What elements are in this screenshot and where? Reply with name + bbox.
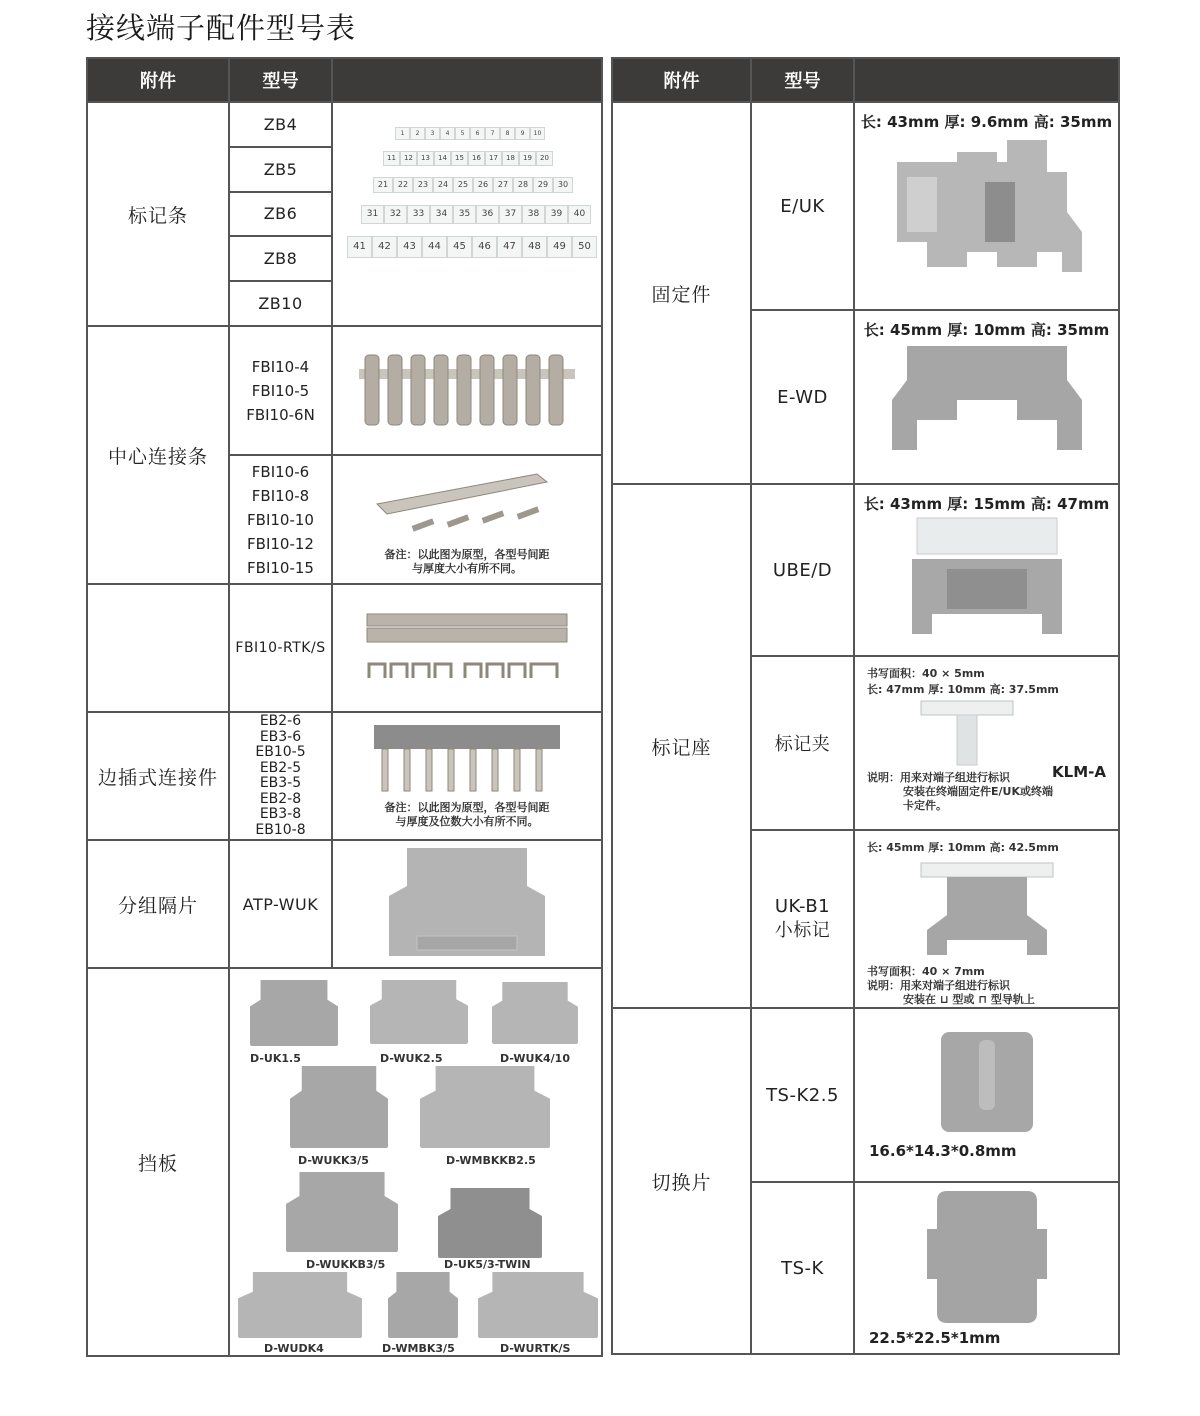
- model-group-fbi-a: [229, 326, 332, 455]
- category-switch-plate: 切换片: [612, 1008, 751, 1354]
- model-fbi10-6: FBI10-6: [251, 462, 310, 481]
- model-eb3-8: EB3-8: [259, 806, 302, 822]
- marker-tag: 28: [513, 177, 533, 193]
- marker-tag: 16: [468, 151, 485, 166]
- euk-dims: 长: 43mm 厚: 9.6mm 高: 35mm: [860, 113, 1113, 131]
- model-ube-d: UBE/D: [751, 484, 854, 656]
- marker-tag: 47: [497, 236, 522, 258]
- ukb1-dims: 长: 45mm 厚: 10mm 高: 42.5mm: [867, 841, 1059, 854]
- end-plate-caption: D-UK5/3-TWIN: [444, 1258, 531, 1271]
- category-marker-seat: 标记座: [612, 484, 751, 1008]
- euk-bracket-image: [887, 132, 1087, 282]
- marker-tag: 7: [485, 127, 500, 140]
- marker-tag: 11: [383, 151, 400, 166]
- marker-tag: 40: [568, 205, 591, 224]
- header-model: 型号: [229, 58, 332, 102]
- ukb1-holder-image: [917, 855, 1057, 959]
- marker-tag: 29: [533, 177, 553, 193]
- header-image-right: [854, 58, 1119, 102]
- tsk25-cell: [854, 1008, 1119, 1182]
- marker-tag: 6: [470, 127, 485, 140]
- right-spec-table: [611, 57, 1120, 1355]
- model-group-eb: [229, 712, 332, 840]
- end-plate-part: [420, 1066, 550, 1148]
- end-plate-part: [238, 1272, 362, 1338]
- model-atp-wuk: ATP-WUK: [229, 840, 332, 968]
- group-separator-image: [332, 840, 602, 968]
- marker-tag: 1: [395, 127, 410, 140]
- marker-tag: 18: [502, 151, 519, 166]
- klm-name: KLM-A: [1052, 763, 1106, 781]
- fbi-comb-image: [367, 464, 567, 544]
- marker-tag: 35: [453, 205, 476, 224]
- left-spec-table: [86, 57, 603, 1357]
- marker-tag: 38: [522, 205, 545, 224]
- marker-tag: 25: [453, 177, 473, 193]
- header-accessory-right: 附件: [612, 58, 751, 102]
- marker-tag: 12: [400, 151, 417, 166]
- marker-tag: 24: [433, 177, 453, 193]
- euk-cell: [854, 102, 1119, 310]
- ube-holder-image: [907, 514, 1067, 644]
- klm-area: 书写面积：40 × 5mm: [867, 667, 985, 680]
- tsk-plate-image: [925, 1189, 1049, 1325]
- category-center-bar: 中心连接条: [87, 326, 229, 584]
- model-eb10-8: EB10-8: [255, 821, 306, 838]
- marker-tag: 33: [407, 205, 430, 224]
- model-zb8: ZB8: [229, 236, 332, 281]
- klm-desc: 说明：用来对端子组进行标识 安装在终端固定件E/UK或终端 卡定件。: [867, 771, 1053, 812]
- marker-tag: 36: [476, 205, 499, 224]
- header-accessory: 附件: [87, 58, 229, 102]
- model-fbi10-15: FBI10-15: [247, 558, 314, 577]
- rtks-screws-image: [357, 606, 577, 686]
- model-zb5: ZB5: [229, 147, 332, 192]
- model-group-fbi-b: [229, 455, 332, 584]
- end-plate-caption: D-UK1.5: [250, 1052, 301, 1065]
- marker-tag: 41: [347, 236, 372, 258]
- model-fbi10-10: FBI10-10: [247, 510, 314, 529]
- model-eb10-5: EB10-5: [255, 744, 306, 760]
- model-eb2-8: EB2-8: [259, 790, 302, 807]
- marker-strip-image: [332, 102, 602, 326]
- tsk-dims: 22.5*22.5*1mm: [869, 1329, 1001, 1347]
- end-plate-part: [290, 1066, 388, 1148]
- edge-bar-image: [332, 712, 602, 840]
- atp-plate-image: [387, 846, 547, 958]
- model-fbi10-rtks: FBI10-RTK/S: [229, 584, 332, 712]
- end-plate-caption: D-WMBKKB2.5: [446, 1154, 536, 1167]
- header-image: [332, 58, 602, 102]
- marker-tag: 26: [473, 177, 493, 193]
- klm-clip-image: [917, 697, 1017, 767]
- marker-tag: 46: [472, 236, 497, 258]
- marker-tag: 39: [545, 205, 568, 224]
- model-fbi10-6n: FBI10-6N: [246, 405, 315, 424]
- category-end-plate: 挡板: [87, 968, 229, 1356]
- tsk25-plate-image: [939, 1030, 1035, 1134]
- marker-tag: 44: [422, 236, 447, 258]
- category-fixing: 固定件: [612, 102, 751, 484]
- marker-tag: 50: [572, 236, 597, 258]
- end-plate-caption: D-WUK4/10: [500, 1052, 570, 1065]
- end-plate-part: [286, 1172, 398, 1252]
- eb-comb-image: [372, 723, 562, 797]
- marker-tag: 49: [547, 236, 572, 258]
- model-euk: E/UK: [751, 102, 854, 310]
- marker-tag: 15: [451, 151, 468, 166]
- marker-tag: 32: [384, 205, 407, 224]
- category-marker-strip: 标记条: [87, 102, 229, 326]
- model-fbi10-4: FBI10-4: [251, 357, 310, 376]
- fbi-note: 备注：以此图为原型，各型号间距 与厚度大小有所不同。: [384, 547, 550, 575]
- model-eb3-6: EB3-6: [259, 728, 302, 745]
- model-zb10: ZB10: [229, 281, 332, 326]
- tsk-cell: [854, 1182, 1119, 1354]
- marker-tag: 19: [519, 151, 536, 166]
- marker-tag: 23: [413, 177, 433, 193]
- klm-cell: [854, 656, 1119, 830]
- model-eb2-5: EB2-5: [259, 759, 302, 776]
- marker-tag: 8: [500, 127, 515, 140]
- model-fbi10-8: FBI10-8: [251, 486, 310, 505]
- page-title: 接线端子配件型号表: [86, 11, 357, 45]
- marker-tag: 45: [447, 236, 472, 258]
- category-group-separator: 分组隔片: [87, 840, 229, 968]
- end-plate-part: [370, 980, 468, 1044]
- marker-tag: 17: [485, 151, 502, 166]
- model-zb4: ZB4: [229, 102, 332, 147]
- marker-tag: 48: [522, 236, 547, 258]
- category-empty: [87, 584, 229, 712]
- header-model-right: 型号: [751, 58, 854, 102]
- ewd-dims: 长: 45mm 厚: 10mm 高: 35mm: [863, 321, 1110, 339]
- marker-tag: 31: [361, 205, 384, 224]
- marker-tag: 43: [397, 236, 422, 258]
- end-plate-gallery: [229, 968, 602, 1356]
- end-plate-part: [492, 982, 578, 1044]
- marker-tag: 4: [440, 127, 455, 140]
- marker-tag: 37: [499, 205, 522, 224]
- model-fbi10-5: FBI10-5: [251, 381, 310, 400]
- model-ts-k25: TS-K2.5: [751, 1008, 854, 1182]
- end-plate-part: [478, 1272, 598, 1338]
- rtks-image: [332, 584, 602, 712]
- model-uk-b1: UK-B1 小标记: [751, 830, 854, 1008]
- end-plate-part: [250, 980, 338, 1046]
- end-plate-caption: D-WURTK/S: [500, 1342, 571, 1355]
- model-eb2-6: EB2-6: [259, 713, 302, 729]
- marker-tag: 22: [393, 177, 413, 193]
- marker-tag: 5: [455, 127, 470, 140]
- model-ewd: E-WD: [751, 310, 854, 484]
- end-plate-caption: D-WUKKB3/5: [306, 1258, 386, 1271]
- tsk25-dims: 16.6*14.3*0.8mm: [869, 1142, 1017, 1160]
- marker-tag: 10: [530, 127, 545, 140]
- ukb1-desc: 说明：用来对端子组进行标识 安装在 ⊔ 型或 ⊓ 型导轨上: [867, 979, 1035, 1006]
- model-fbi10-12: FBI10-12: [247, 534, 314, 553]
- model-klm: 标记夹: [751, 656, 854, 830]
- end-plate-part: [438, 1188, 542, 1258]
- klm-dims: 长: 47mm 厚: 10mm 高: 37.5mm: [867, 683, 1059, 696]
- ube-dims: 长: 43mm 厚: 15mm 高: 47mm: [863, 495, 1110, 513]
- eb-note: 备注：以此图为原型，各型号间距 与厚度及位数大小有所不同。: [384, 801, 550, 828]
- marker-tag: 21: [373, 177, 393, 193]
- model-zb6: ZB6: [229, 192, 332, 237]
- ewd-cell: [854, 310, 1119, 484]
- marker-tag: 30: [553, 177, 573, 193]
- center-bar-image-b: [332, 455, 602, 584]
- marker-tag: 14: [434, 151, 451, 166]
- ewd-bracket-image: [887, 340, 1087, 460]
- end-plate-caption: D-WMBK3/5: [382, 1342, 455, 1355]
- marker-tag: 20: [536, 151, 553, 166]
- end-plate-caption: D-WUKK3/5: [298, 1154, 369, 1167]
- marker-tag: 9: [515, 127, 530, 140]
- category-edge-bar: 边插式连接件: [87, 712, 229, 840]
- end-plate-caption: D-WUK2.5: [380, 1052, 443, 1065]
- marker-tag: 2: [410, 127, 425, 140]
- marker-tag: 13: [417, 151, 434, 166]
- end-plate-part: [388, 1272, 458, 1338]
- marker-tag: 42: [372, 236, 397, 258]
- ukb1-cell: [854, 830, 1119, 1008]
- marker-tag: 34: [430, 205, 453, 224]
- ukb1-area: 书写面积：40 × 7mm: [867, 965, 985, 978]
- center-bar-image-a: [332, 326, 602, 455]
- fbi-bridge-pins-image: [357, 349, 577, 429]
- ube-cell: [854, 484, 1119, 656]
- model-eb3-5: EB3-5: [259, 775, 302, 791]
- end-plate-caption: D-WUDK4: [264, 1342, 324, 1355]
- marker-tag: 3: [425, 127, 440, 140]
- model-ts-k: TS-K: [751, 1182, 854, 1354]
- marker-tag: 27: [493, 177, 513, 193]
